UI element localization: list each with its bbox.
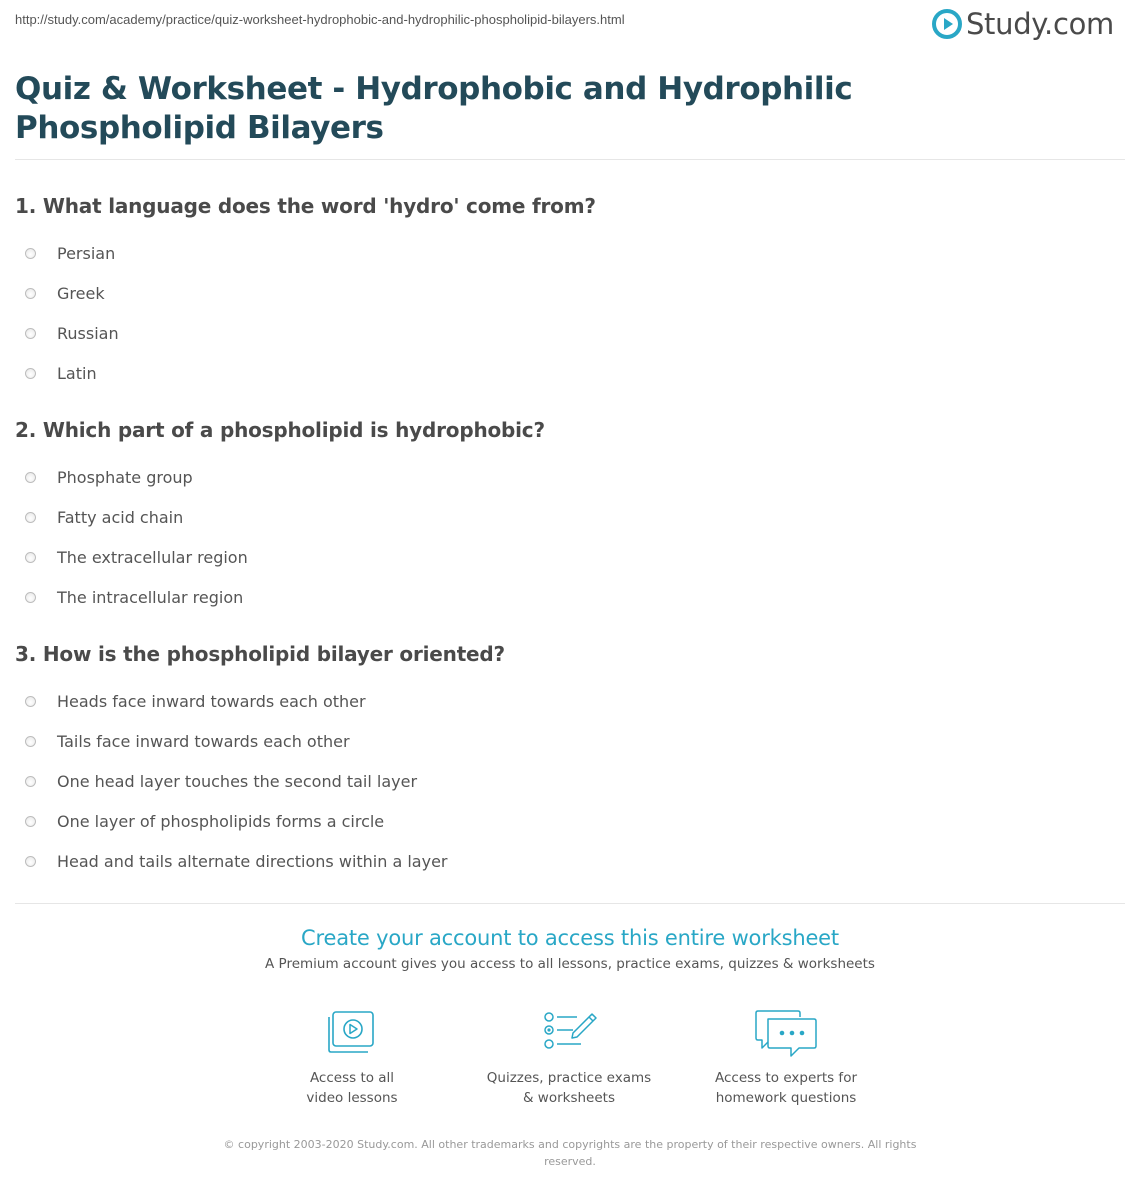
create-account-link[interactable]: Create your account to access this entire worksheet <box>301 926 839 950</box>
feature-label <box>676 1068 896 1108</box>
play-circle-icon <box>932 9 962 39</box>
feature-line2: homework questions <box>715 1090 857 1106</box>
feature-line1: Quizzes, practice exams <box>486 1070 652 1086</box>
radio-button-icon[interactable] <box>25 288 36 299</box>
radio-button-icon[interactable] <box>25 472 36 483</box>
answer-option[interactable] <box>15 233 1115 273</box>
radio-button-icon[interactable] <box>25 856 36 867</box>
answer-label: The intracellular region <box>57 587 244 607</box>
answer-label: Russian <box>57 323 119 343</box>
answer-options <box>15 681 1115 881</box>
radio-button-icon[interactable] <box>25 512 36 523</box>
answer-label: Tails face inward towards each other <box>57 731 350 751</box>
answer-option[interactable] <box>15 313 1115 353</box>
question-text: 1. What language does the word 'hydro' come from? <box>15 194 596 218</box>
answer-label: Latin <box>57 363 97 383</box>
answer-options <box>15 233 1115 393</box>
answer-option[interactable] <box>15 497 1115 537</box>
radio-button-icon[interactable] <box>25 592 36 603</box>
answer-label: Head and tails alternate directions within a layer <box>57 851 448 871</box>
radio-button-icon[interactable] <box>25 816 36 827</box>
chat-bubbles-icon <box>753 1008 819 1060</box>
feature-experts <box>676 1008 896 1108</box>
cta-divider <box>15 903 1125 904</box>
answer-label: The extracellular region <box>57 547 248 567</box>
feature-line2: & worksheets <box>522 1090 615 1106</box>
question-text: 2. Which part of a phospholipid is hydrophobic? <box>15 418 545 442</box>
answer-label: Greek <box>57 283 105 303</box>
answer-label: Persian <box>57 243 116 263</box>
radio-button-icon[interactable] <box>25 736 36 747</box>
radio-button-icon[interactable] <box>25 696 36 707</box>
feature-line2: video lessons <box>306 1090 398 1106</box>
feature-video-lessons <box>242 1008 462 1108</box>
page-title <box>15 70 915 148</box>
cta-subtitle: A Premium account gives you access to all lessons, practice exams, quizzes & worksheets <box>265 956 875 972</box>
answer-option[interactable] <box>15 761 1115 801</box>
study-logo[interactable] <box>932 8 1114 40</box>
answer-option[interactable] <box>15 801 1115 841</box>
title-divider <box>15 159 1125 160</box>
answer-label: One layer of phospholipids forms a circle <box>57 811 385 831</box>
answer-option[interactable] <box>15 721 1115 761</box>
page-title-line2: Phospholipid Bilayers <box>15 110 384 146</box>
feature-label <box>242 1068 462 1108</box>
copyright-notice <box>210 1136 930 1170</box>
answer-option[interactable] <box>15 273 1115 313</box>
copyright-line2: reserved. <box>544 1155 596 1168</box>
quiz-checklist-icon <box>539 1008 599 1056</box>
question-2 <box>15 417 1115 617</box>
answer-option[interactable] <box>15 353 1115 393</box>
copyright-line1: © copyright 2003-2020 Study.com. All other trademarks and copyrights are the property of their respective owners. All rights <box>223 1138 917 1151</box>
answer-option[interactable] <box>15 681 1115 721</box>
answer-option[interactable] <box>15 577 1115 617</box>
radio-button-icon[interactable] <box>25 328 36 339</box>
answer-option[interactable] <box>15 537 1115 577</box>
question-text: 3. How is the phospholipid bilayer oriented? <box>15 642 505 666</box>
answer-label: Phosphate group <box>57 467 193 487</box>
feature-line1: Access to experts for <box>714 1070 857 1086</box>
radio-button-icon[interactable] <box>25 248 36 259</box>
feature-quizzes <box>459 1008 679 1108</box>
radio-button-icon[interactable] <box>25 552 36 563</box>
answer-option[interactable] <box>15 841 1115 881</box>
question-1 <box>15 193 1115 393</box>
radio-button-icon[interactable] <box>25 776 36 787</box>
video-lesson-icon <box>322 1008 382 1056</box>
answer-option[interactable] <box>15 457 1115 497</box>
page-url: http://study.com/academy/practice/quiz-worksheet-hydrophobic-and-hydrophilic-phospholipid-bilayers.html <box>15 12 625 27</box>
answer-label: One head layer touches the second tail layer <box>57 771 418 791</box>
question-3 <box>15 641 1115 881</box>
page-title-line1: Quiz & Worksheet - Hydrophobic and Hydrophilic <box>15 71 853 107</box>
logo-text: Study.com <box>965 7 1114 41</box>
answer-options <box>15 457 1115 617</box>
feature-label <box>459 1068 679 1108</box>
answer-label: Fatty acid chain <box>57 507 184 527</box>
feature-line1: Access to all <box>309 1070 395 1086</box>
radio-button-icon[interactable] <box>25 368 36 379</box>
answer-label: Heads face inward towards each other <box>57 691 366 711</box>
